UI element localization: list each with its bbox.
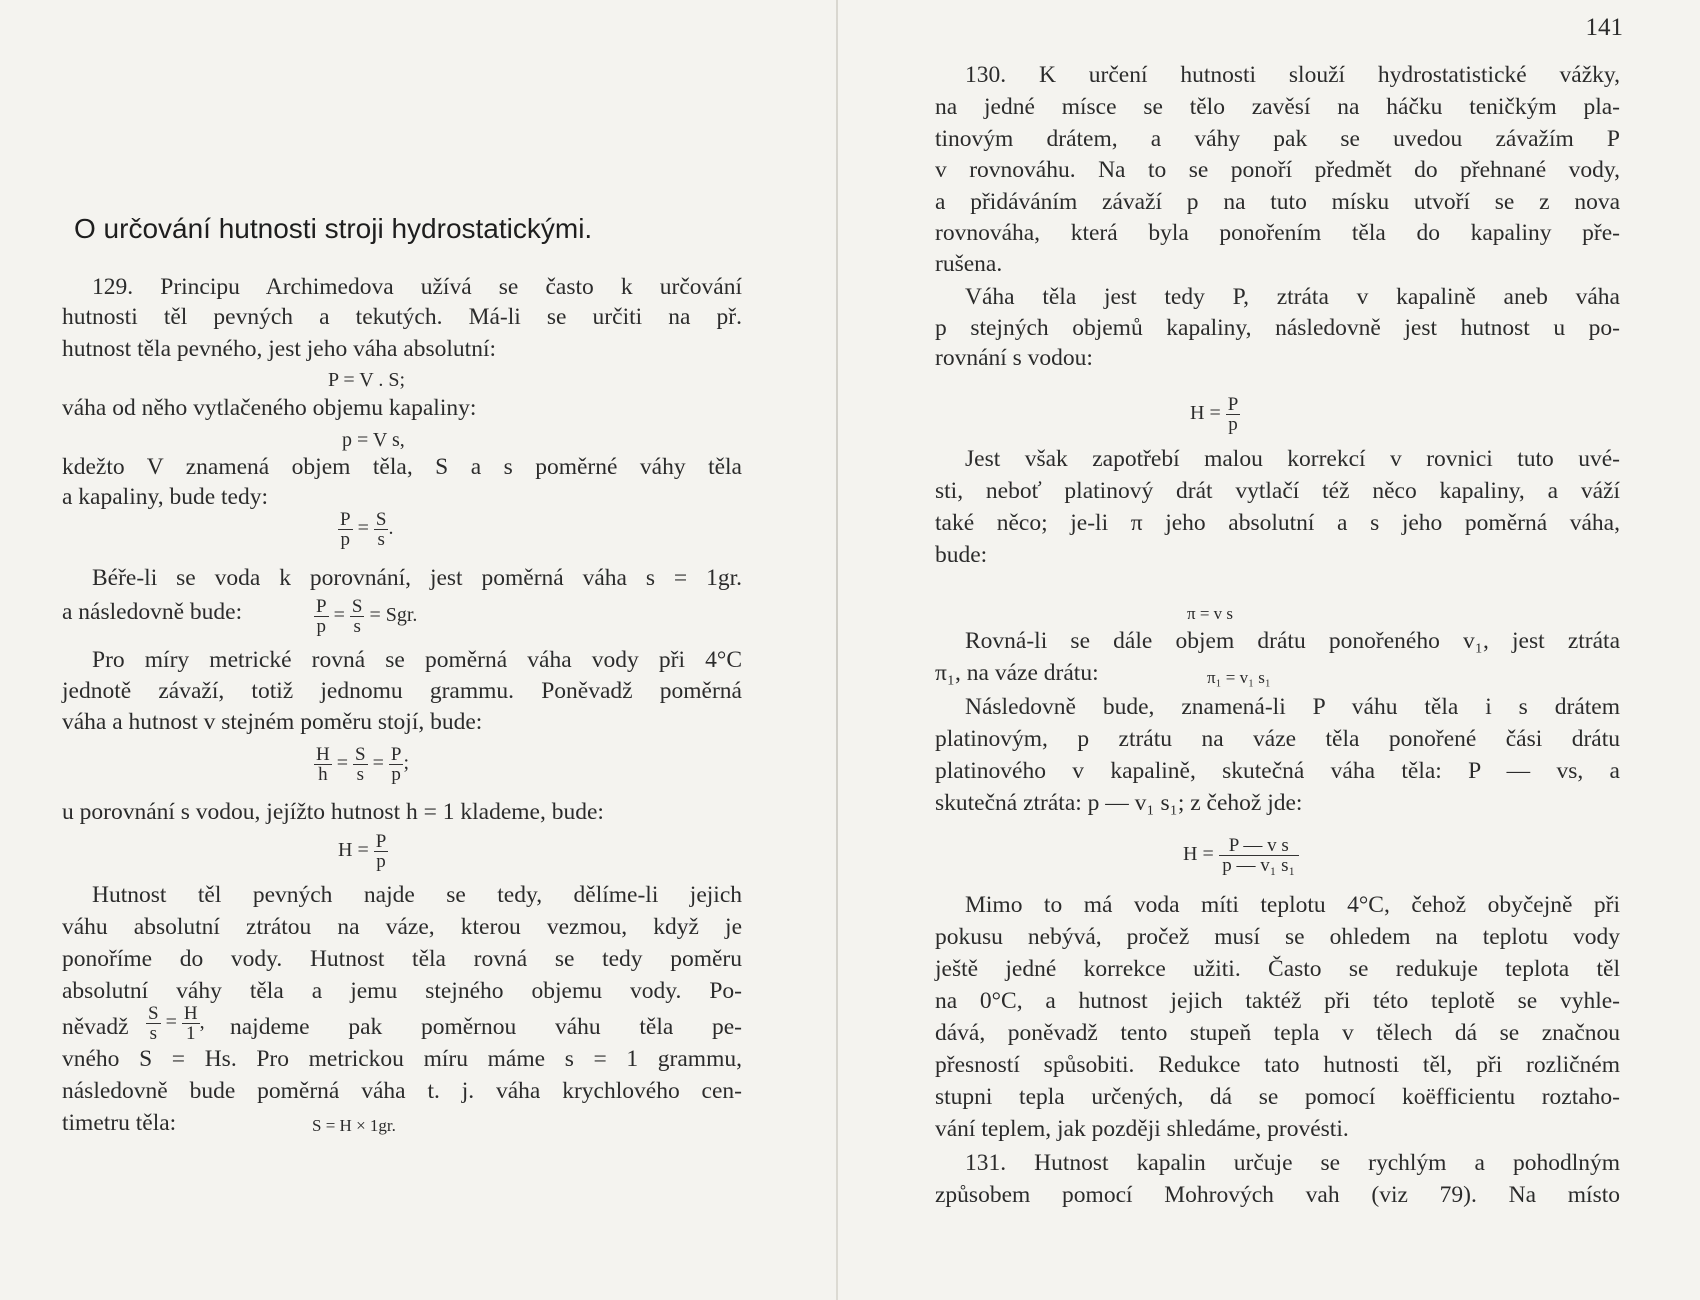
- text-line: p stejných objemů kapaliny, následovně jest hutnost u po-: [935, 315, 1620, 341]
- text-line: a kapaliny, bude tedy:: [62, 484, 268, 510]
- text-line: a přidáváním závaží p na tuto mísku utvoří se z nova: [935, 189, 1620, 215]
- text-line: Jest však zapotřebí malou korrekcí v rovnici tuto uvé-: [965, 446, 1620, 472]
- text-line: platinového v kapalině, skutečná váha těla: P — vs, a: [935, 758, 1620, 784]
- text-line: Váha těla jest tedy P, ztráta v kapalině aneb váha: [965, 284, 1620, 310]
- text-line: 129. Principu Archimedova užívá se často k určování: [92, 274, 742, 300]
- formula-final: S = H × 1gr.: [312, 1116, 396, 1135]
- text-line: timetru těla:: [62, 1110, 177, 1136]
- text-line: Následovně bude, znamená-li P váhu těla i s drátem: [965, 694, 1620, 720]
- text-line: 130. K určení hutnosti slouží hydrostatistické vážky,: [965, 62, 1620, 88]
- formula-specific: $\frac{P}{p}$ = $\frac{S}{s}$ = Sgr.: [316, 596, 418, 637]
- text-line: tinovým drátem, a váhy pak se uvedou závažím P: [935, 126, 1620, 152]
- text-line: pokusu nebývá, pročež musí se ohledem na teplotu vody: [935, 924, 1620, 950]
- text-line: jednotě závaží, totiž jednomu grammu. Poněvadž poměrná: [62, 678, 742, 704]
- text-line: bude:: [935, 542, 988, 568]
- text-line: způsobem pomocí Mohrových vah (viz 79). Na místo: [935, 1182, 1620, 1208]
- page-number: 141: [1585, 14, 1623, 41]
- formula-h: H = $\frac{P}{p}$: [338, 831, 387, 872]
- text-line: rovnováha, která byla ponořením těla do kapaliny pře-: [935, 220, 1620, 246]
- formula-h-basic: H = $\frac{P}{p}$: [1190, 394, 1239, 435]
- section-title: O určování hutnosti stroji hydrostatickými.: [74, 213, 593, 244]
- text-line: u porovnání s vodou, jejížto hutnost h = 1 klademe, bude:: [62, 799, 604, 825]
- text-line: Béře-li se voda k porovnání, jest poměrná váha s = 1gr.: [92, 565, 742, 591]
- text-line: sti, neboť platinový drát vytlačí též něco kapaliny, a váží: [935, 478, 1620, 504]
- formula-wire-loss: π₁ = v₁ s₁: [1207, 668, 1271, 687]
- text-line: hutnosti těl pevných a tekutých. Má-li se určiti na př.: [62, 304, 742, 330]
- text-line: v rovnováhu. Na to se ponoří předmět do přehnané vody,: [935, 157, 1620, 183]
- text-line: kdežto V znamená objem těla, S a s poměrné váhy těla: [62, 454, 742, 480]
- text-line: π₁, na váze drátu:: [935, 660, 1099, 686]
- text-line: Mimo to má voda míti teplotu 4°C, čehož obyčejně při: [965, 892, 1620, 918]
- text-line: skutečná ztráta: p — v₁ s₁; z čehož jde:: [935, 790, 1303, 816]
- formula-weight: P = V . S;: [328, 369, 406, 391]
- text-line: na jedné mísce se tělo zavěsí na háčku teničkým pla-: [935, 94, 1620, 120]
- text-line: absolutní váhy těla a jemu stejného objemu vody. Po-: [62, 978, 742, 1004]
- text-line: přesností spůsobiti. Redukce tato hutnosti těl, při rozličném: [935, 1052, 1620, 1078]
- text-line: na 0°C, a hutnost jejich taktéž při této teplotě se vyhle-: [935, 988, 1620, 1014]
- text-line: dává, poněvadž tento stupeň tepla v tělech dá se značnou: [935, 1020, 1620, 1046]
- book-gutter: [836, 0, 838, 1300]
- text-line: Hutnost těl pevných najde se tedy, dělíme-li jejich: [92, 882, 742, 908]
- text-line: vného S = Hs. Pro metrickou míru máme s = 1 grammu,: [62, 1046, 742, 1072]
- text-line: následovně bude poměrná váha t. j. váha krychlového cen-: [62, 1078, 742, 1104]
- text-line: rušena.: [935, 251, 1003, 277]
- text-line: najdeme pak poměrnou váhu těla pe-: [230, 1014, 742, 1040]
- text-line: váhu absolutní ztrátou na váze, kterou vezmou, když je: [62, 914, 742, 940]
- formula-wire-weight: π = v s: [1187, 604, 1234, 623]
- text-line: ponoříme do vody. Hutnost těla rovná se tedy poměru: [62, 946, 742, 972]
- text-line: váha a hutnost v stejném poměru stojí, bude:: [62, 709, 483, 735]
- formula-ratio: $\frac{P}{p}$ = $\frac{S}{s}$ .: [340, 509, 394, 550]
- text-line: stupni tepla určených, dá se pomocí koëfficientu roztaho-: [935, 1084, 1620, 1110]
- formula-density: $\frac{H}{h}$ = $\frac{S}{s}$ = $\frac{P}{p}$ ;: [316, 744, 410, 785]
- formula-h-corrected: H = $\frac{\text{P — v s}}{\text{p — v₁ s₁}}$: [1183, 836, 1299, 875]
- text-line: vání teplem, jak později shledáme, provésti.: [935, 1116, 1349, 1142]
- formula-displaced: p = V s,: [342, 429, 405, 451]
- text-line: váha od něho vytlačeného objemu kapaliny:: [62, 395, 477, 421]
- text-line: rovnání s vodou:: [935, 345, 1093, 371]
- text-line: hutnost těla pevného, jest jeho váha absolutní:: [62, 336, 497, 362]
- text-line: 131. Hutnost kapalin určuje se rychlým a pohodlným: [965, 1150, 1620, 1176]
- text-line: a následovně bude:: [62, 599, 243, 625]
- text-line: také něco; je-li π jeho absolutní a s jeho poměrná váha,: [935, 510, 1620, 536]
- text-line: platinovým, p ztrátu na váze těla ponořené čási drátu: [935, 726, 1620, 752]
- formula-ratio-sh: $\frac{S}{s}$ = $\frac{H}{1}$ ,: [148, 1003, 205, 1044]
- text-line: ještě jedné korrekce užiti. Často se redukuje teplota těl: [935, 956, 1620, 982]
- text-line: Rovná-li se dále objem drátu ponořeného v₁, jest ztráta: [965, 628, 1620, 654]
- text-line: něvadž: [62, 1014, 129, 1040]
- text-line: Pro míry metrické rovná se poměrná váha vody při 4°C: [92, 647, 742, 673]
